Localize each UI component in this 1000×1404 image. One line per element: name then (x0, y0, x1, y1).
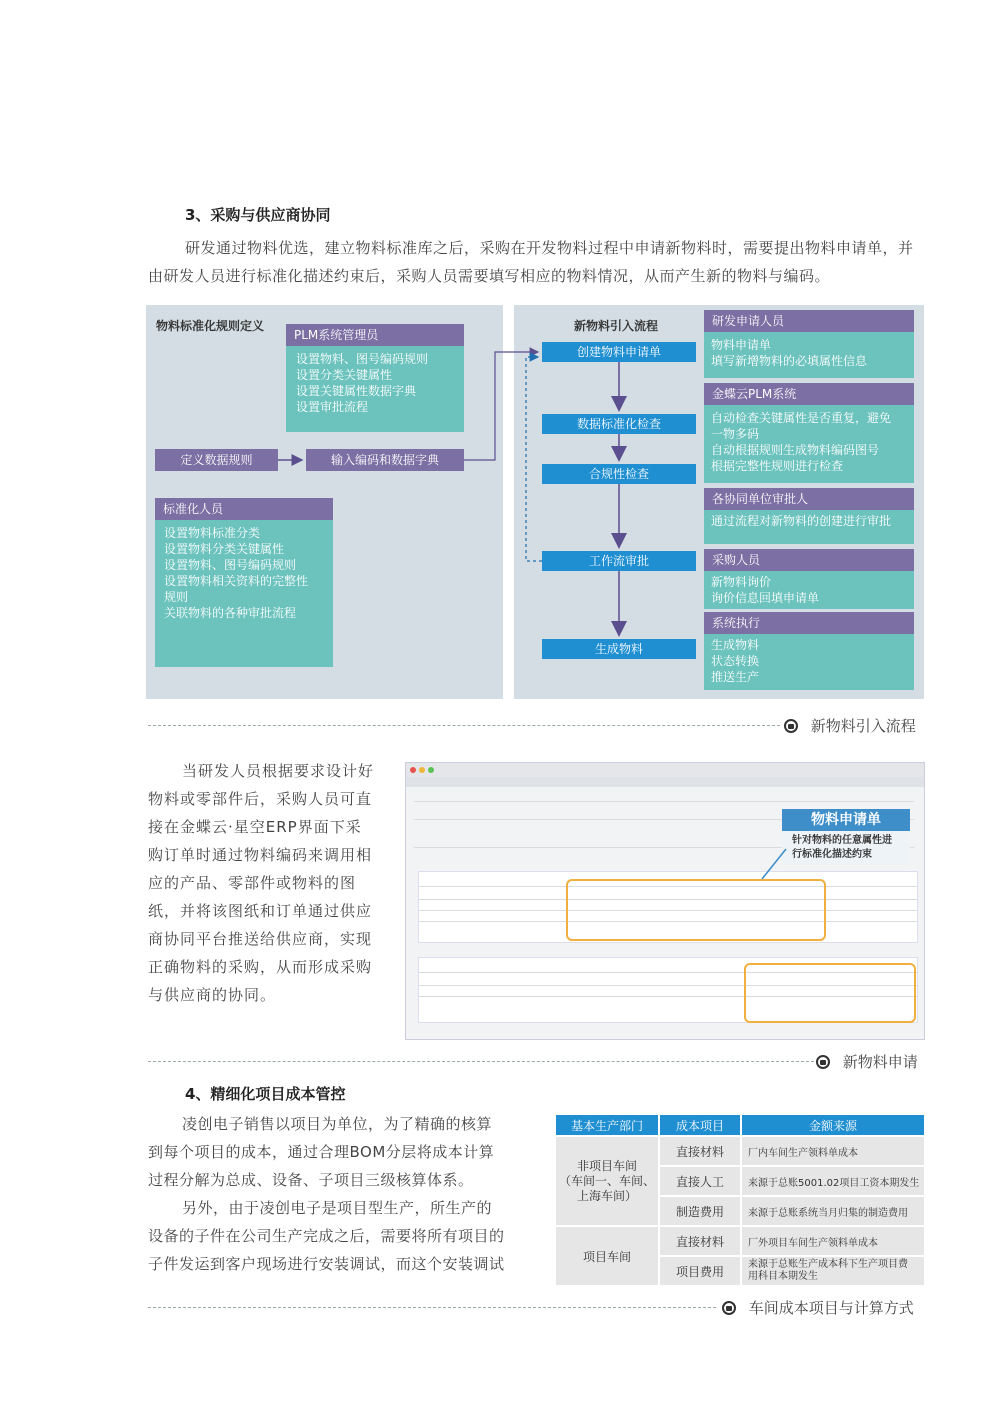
divider (148, 1061, 814, 1062)
callout-pointer (756, 845, 796, 885)
highlight-box (744, 963, 916, 1023)
paragraph-line: 到每个项目的成本，通过合理BOM分层将成本计算 (148, 1143, 495, 1161)
toolbar (406, 777, 924, 787)
list-item: 通过流程对新物料的创建进行审批 (711, 514, 892, 528)
paragraph-line: 当研发人员根据要求设计好 (182, 762, 375, 780)
source-cell (742, 1257, 924, 1285)
callout-body (782, 831, 910, 865)
minimize-dot-icon (419, 767, 425, 773)
paragraph-line: 过程分解为总成、设备、子项目三级核算体系。 (148, 1171, 474, 1189)
list-item: 自动检查关键属性是否重复，避免 (711, 411, 892, 425)
flow-step: 合规性检查 (542, 464, 696, 484)
divider (148, 1307, 716, 1308)
cell-text: （车间一、车间、 (558, 1173, 655, 1188)
list-item: 一物多码 (711, 427, 760, 441)
paragraph-line: 正确物料的采购，从而形成采购 (148, 958, 373, 976)
paragraph-line: 研发通过物料优选，建立物料标准库之后，采购在开发物料过程中申请新物料时，需要提出物料申请单，并 (185, 239, 914, 257)
paragraph-line: 由研发人员进行标准化描述约束后，采购人员需要填写相应的物料情况，从而产生新的物料与编码。 (148, 267, 831, 285)
paragraph-line: 另外，由于凌创电子是项目型生产，所生产的 (182, 1199, 493, 1217)
item-cell: 项目费用 (660, 1257, 740, 1285)
callout-text: 行标准化描述约束 (792, 849, 872, 860)
list-item: 设置分类关键属性 (296, 368, 393, 382)
caption-text: 新物料引入流程 (810, 717, 916, 735)
list-item: 物料申请单 (711, 338, 772, 352)
list-item: 根据完整性规则进行检查 (711, 459, 844, 473)
highlight-box (566, 879, 826, 941)
flow-step: 数据标准化检查 (542, 414, 696, 434)
paragraph-line: 应的产品、零部件或物料的图 (148, 874, 357, 892)
paragraph-line: 子件发运到客户现场进行安装调试，而这个安装调试 (148, 1255, 505, 1273)
list-item: 推送生产 (711, 670, 760, 684)
list-item: 询价信息回填申请单 (711, 591, 820, 605)
list-item: 新物料询价 (711, 575, 772, 589)
list-item: 填写新增物料的必填属性信息 (711, 354, 868, 368)
source-cell: 厂外项目车间生产领料单成本 (742, 1227, 924, 1255)
list-item: 设置关键属性数据字典 (296, 384, 417, 398)
paragraph-line: 接在金蝶云·星空ERP界面下采 (148, 818, 362, 836)
table-row (556, 1227, 924, 1255)
source-cell: 厂内车间生产领料单成本 (742, 1137, 924, 1165)
input-codes-box: 输入编码和数据字典 (306, 449, 464, 471)
paragraph (148, 1110, 528, 1278)
cost-table (554, 1113, 926, 1287)
callout-title: 物料申请单 (782, 809, 910, 831)
list-item: 设置物料分类关键属性 (164, 542, 285, 556)
caption-icon (784, 719, 798, 733)
role-header: 研发申请人员 (704, 310, 914, 332)
source-cell: 来源于总账系统当月归集的制造费用 (742, 1197, 924, 1225)
cell-text: 用科目本期发生 (748, 1271, 818, 1282)
caption-text: 车间成本项目与计算方式 (748, 1299, 914, 1317)
panel-title: 新物料引入流程 (574, 319, 659, 333)
paragraph-line: 凌创电子销售以项目为单位，为了精确的核算 (182, 1115, 493, 1133)
list-item: 关联物料的各种审批流程 (164, 606, 297, 620)
flow-step: 创建物料申请单 (542, 342, 696, 362)
figure-caption (722, 1297, 914, 1318)
list-item: 生成物料 (711, 638, 760, 652)
window-titlebar (406, 763, 924, 777)
item-cell: 直接材料 (660, 1227, 740, 1255)
figure-caption (816, 1051, 918, 1072)
callout-text: 针对物料的任意属性进 (792, 835, 892, 846)
caption-icon (816, 1055, 830, 1069)
list-item: 自动根据规则生成物料编码图号 (711, 443, 880, 457)
list-item: 状态转换 (711, 654, 760, 668)
cell-text: 非项目车间 (576, 1158, 637, 1173)
cell-text: 来源于总账生产成本科下生产项目费 (748, 1259, 908, 1270)
paragraph-line: 物料或零部件后，采购人员可直 (148, 790, 373, 808)
plm-admin-header: PLM系统管理员 (286, 324, 464, 346)
list-item: 设置物料相关资料的完整性 (164, 574, 309, 588)
divider (148, 725, 780, 726)
close-dot-icon (410, 767, 416, 773)
list-item: 设置物料、图号编码规则 (164, 558, 297, 572)
arrow (464, 352, 538, 460)
role-header: 采购人员 (704, 549, 914, 571)
return-arrow (526, 357, 542, 561)
paragraph (148, 757, 388, 1009)
erp-screenshot (405, 762, 925, 1040)
maximize-dot-icon (428, 767, 434, 773)
role-header: 各协同单位审批人 (704, 488, 914, 510)
std-staff-header: 标准化人员 (155, 498, 333, 520)
form-line (414, 801, 914, 802)
item-cell: 直接人工 (660, 1167, 740, 1195)
column-header: 成本项目 (660, 1115, 740, 1135)
dept-cell: 项目车间 (556, 1227, 658, 1285)
list-item: 设置物料标准分类 (164, 526, 261, 540)
role-header: 系统执行 (704, 612, 914, 634)
column-header: 基本生产部门 (556, 1115, 658, 1135)
paragraph-line: 购订单时通过物料编码来调用相 (148, 846, 373, 864)
caption-text: 新物料申请 (842, 1053, 918, 1071)
section-heading: 3、采购与供应商协同 (185, 206, 331, 224)
panel-title: 物料标准化规则定义 (156, 319, 265, 333)
table-header (556, 1115, 924, 1135)
flow-step: 生成物料 (542, 639, 696, 659)
source-cell: 来源于总账5001.02项目工资本期发生 (742, 1167, 924, 1195)
flow-step: 工作流审批 (542, 551, 696, 571)
paragraph-line: 纸，并将该图纸和订单通过供应 (148, 902, 373, 920)
paragraph-line: 设备的子件在公司生产完成之后，需要将所有项目的 (148, 1227, 505, 1245)
figure-caption (784, 715, 916, 736)
list-item: 设置物料、图号编码规则 (296, 352, 429, 366)
paragraph-line: 商协同平台推送给供应商，实现 (148, 930, 373, 948)
table-row (556, 1137, 924, 1165)
role-header: 金蝶云PLM系统 (704, 383, 914, 405)
dept-cell (556, 1137, 658, 1225)
list-item: 设置审批流程 (296, 400, 369, 414)
list-item: 规则 (164, 590, 189, 604)
paragraph-line: 与供应商的协同。 (148, 986, 277, 1004)
cell-text: 上海车间） (576, 1188, 637, 1203)
column-header: 金额来源 (742, 1115, 924, 1135)
define-rules-box: 定义数据规则 (155, 449, 278, 471)
item-cell: 制造费用 (660, 1197, 740, 1225)
item-cell: 直接材料 (660, 1137, 740, 1165)
section-heading: 4、精细化项目成本管控 (185, 1085, 346, 1103)
caption-icon (722, 1301, 736, 1315)
